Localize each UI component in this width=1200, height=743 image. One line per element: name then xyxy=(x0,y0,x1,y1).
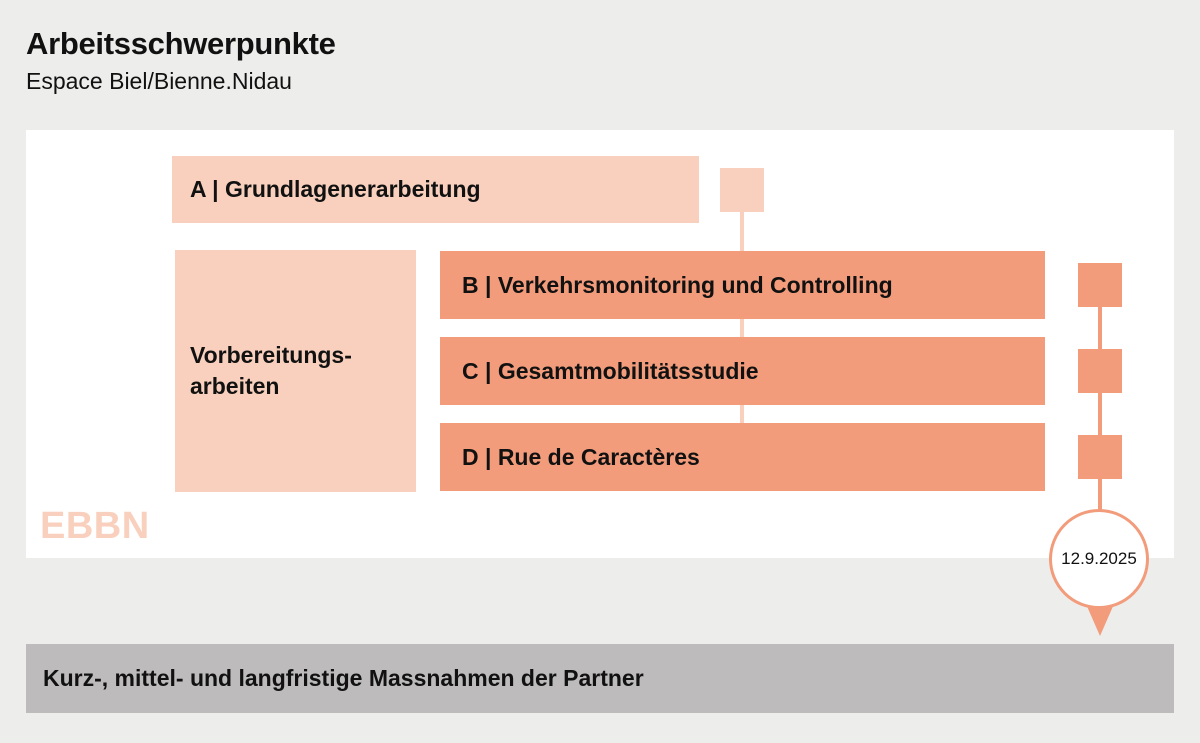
workstream-c-label: C | Gesamtmobilitätsstudie xyxy=(462,357,759,384)
milestone-date: 12.9.2025 xyxy=(1061,549,1137,568)
workstream-b-milestone-square xyxy=(1078,263,1122,307)
workstream-a-milestone-square xyxy=(720,168,764,212)
workstream-d-label: D | Rue de Caractères xyxy=(462,443,700,470)
workstream-d-milestone-square xyxy=(1078,435,1122,479)
milestone-date-circle xyxy=(1049,509,1149,609)
partner-measures-bar xyxy=(26,644,1174,713)
page-title: Arbeitsschwerpunkte xyxy=(26,26,336,61)
workstream-d-box xyxy=(440,423,1045,491)
timeline-connector-line xyxy=(1098,305,1102,515)
partner-measures-label: Kurz-, mittel- und langfristige Massnahmen der Partner xyxy=(43,665,644,691)
workstream-b-box xyxy=(440,251,1045,319)
preparation-label: Vorbereitungs- arbeiten xyxy=(190,341,352,399)
workstream-c-milestone-square xyxy=(1078,349,1122,393)
workstream-a-box xyxy=(172,156,699,223)
workstream-b-label: B | Verkehrsmonitoring und Controlling xyxy=(462,271,893,298)
page-subtitle: Espace Biel/Bienne.Nidau xyxy=(26,68,292,94)
preparation-box xyxy=(175,250,416,492)
ebbn-logo: EBBN xyxy=(40,505,150,547)
workstream-c-box xyxy=(440,337,1045,405)
workstream-a-label: A | Grundlagenerarbeitung xyxy=(190,176,481,202)
